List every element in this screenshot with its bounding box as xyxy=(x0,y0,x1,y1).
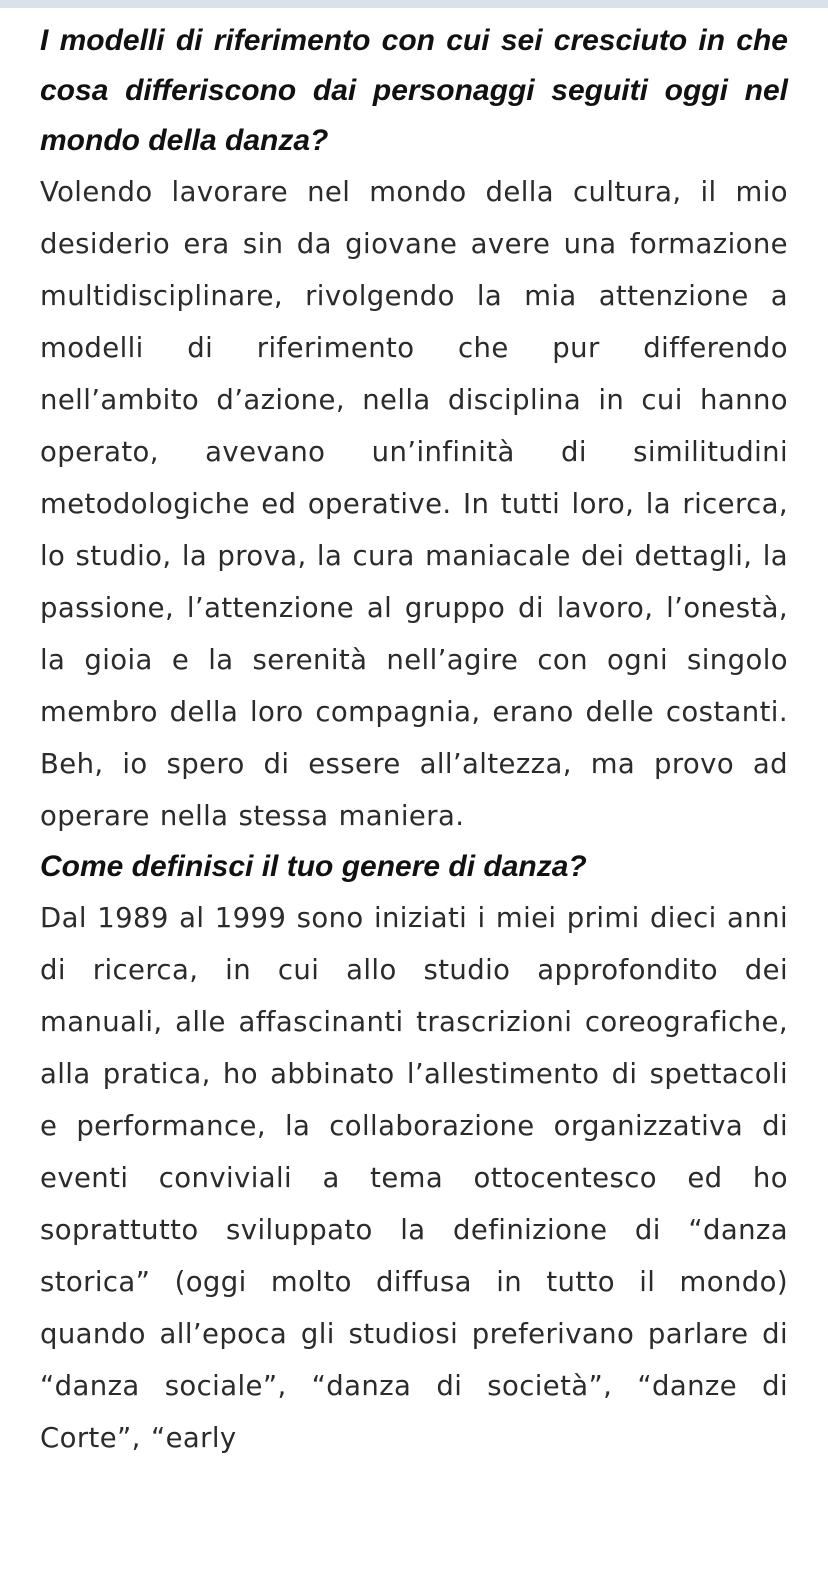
interview-answer-models: Volendo lavorare nel mondo della cultura, il mio desiderio era sin da giovane avere una formazione multidisciplinare, rivolgendo la mia attenzione a modelli di riferimento che pur differendo nell’ambito d’azione, nella disciplina in cui hanno operato, avevano un’infinità di similitudini metodologiche ed operative. In tutti loro, la ricerca, lo studio, la prova, la cura maniacale dei dettagli, la passione, l’attenzione al gruppo di lavoro, l’onestà, la gioia e la serenità nell’agire con ogni singolo membro della loro compagnia, erano delle costanti. Beh, io spero di essere all’altezza, ma provo ad operare nella stessa maniera. xyxy=(40,176,788,832)
article-body xyxy=(40,16,788,1464)
interview-question-models: I modelli di riferimento con cui sei cresciuto in che cosa differiscono dai personaggi seguiti oggi nel mondo della danza? xyxy=(40,24,788,157)
top-scroll-strip xyxy=(0,0,828,8)
interview-question-dance-genre: Come definisci il tuo genere di danza? xyxy=(40,850,587,883)
interview-answer-dance-genre: Dal 1989 al 1999 sono iniziati i miei primi dieci anni di ricerca, in cui allo studio approfondito dei manuali, alle affascinanti trascrizioni coreografiche, alla pratica, ho abbinato l’allestimento di spettacoli e performance, la collaborazione organizzativa di eventi conviviali a tema ottocentesco ed ho soprattutto sviluppato la definizione di “danza storica” (oggi molto diffusa in tutto il mondo) quando all’epoca gli studiosi preferivano parlare di “danza sociale”, “danza di società”, “danze di Corte”, “early xyxy=(40,902,788,1454)
